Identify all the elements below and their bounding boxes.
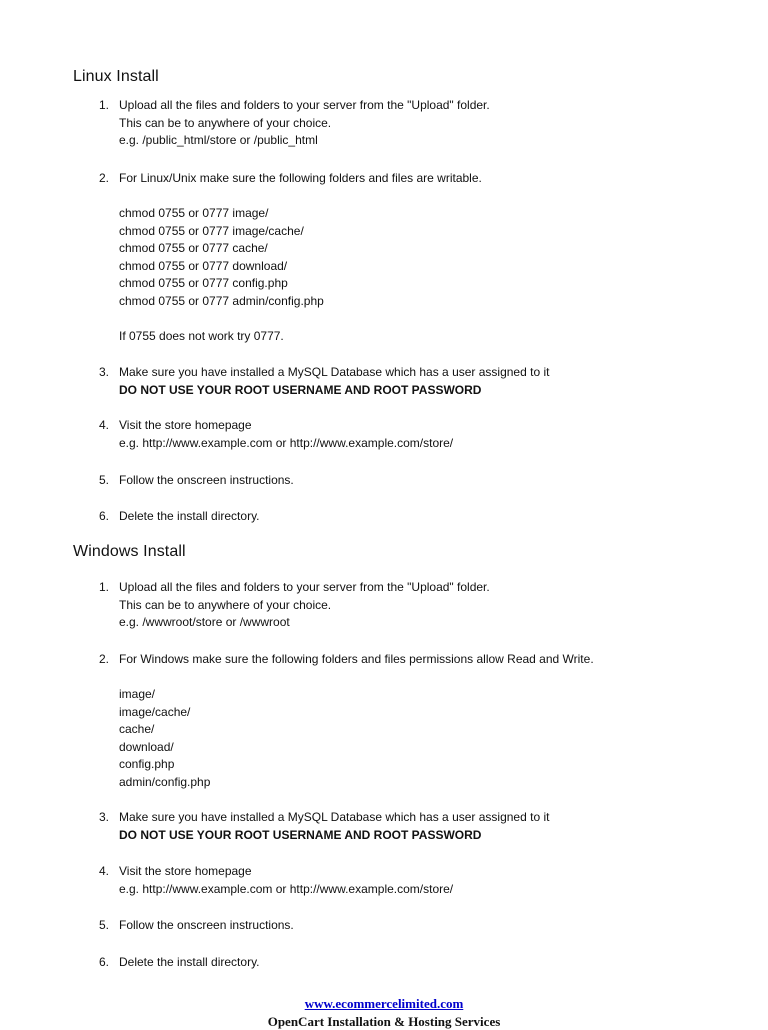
step-text: This can be to anywhere of your choice. xyxy=(119,115,332,130)
folder-path: download/ xyxy=(119,739,174,754)
step-number: 3. xyxy=(99,810,110,824)
linux-install-heading: Linux Install xyxy=(73,68,159,85)
step-number: 1. xyxy=(99,98,110,112)
step-text: Upload all the files and folders to your server from the "Upload" folder. xyxy=(119,98,490,112)
warning-text: DO NOT USE YOUR ROOT USERNAME AND ROOT PASSWORD xyxy=(119,827,482,842)
step-text: Visit the store homepage xyxy=(119,418,252,432)
footer-tagline: OpenCart Installation & Hosting Services xyxy=(267,1014,501,1029)
blank-line xyxy=(119,669,719,687)
step-text: Make sure you have installed a MySQL Database which has a user assigned to it xyxy=(119,365,550,379)
step-number: 4. xyxy=(99,864,110,878)
folder-path: admin/config.php xyxy=(119,774,211,789)
folder-path: image/ xyxy=(119,687,156,701)
footer-website-link[interactable]: www.ecommercelimited.com xyxy=(304,996,464,1011)
step-text: Visit the store homepage xyxy=(119,864,252,878)
step-text: Follow the onscreen instructions. xyxy=(119,918,294,932)
step-text: Follow the onscreen instructions. xyxy=(119,473,294,487)
warning-text: DO NOT USE YOUR ROOT USERNAME AND ROOT PASSWORD xyxy=(119,382,482,397)
step-number: 5. xyxy=(99,473,110,487)
step-text: e.g. /public_html/store or /public_html xyxy=(119,133,318,147)
step-number: 3. xyxy=(99,365,110,379)
folder-command: chmod 0755 or 0777 download/ xyxy=(119,258,288,273)
folder-path: cache/ xyxy=(119,722,155,736)
blank-line xyxy=(119,188,719,206)
step-text: For Linux/Unix make sure the following folders and files are writable. xyxy=(119,171,482,185)
folder-command: chmod 0755 or 0777 image/ xyxy=(119,206,269,220)
step-number: 6. xyxy=(99,955,110,969)
step-text: e.g. /wwwroot/store or /wwwroot xyxy=(119,615,290,629)
step-text: For Windows make sure the following folders and files permissions allow Read and Write. xyxy=(119,652,594,666)
step-text: Upload all the files and folders to your server from the "Upload" folder. xyxy=(119,580,490,594)
step-number: 2. xyxy=(99,171,110,185)
step-number: 5. xyxy=(99,918,110,932)
blank-line xyxy=(119,310,719,328)
step-text: Delete the install directory. xyxy=(119,509,260,523)
folder-path: image/cache/ xyxy=(119,704,191,719)
step-number: 1. xyxy=(99,580,110,594)
step-text: This can be to anywhere of your choice. xyxy=(119,597,332,612)
folder-command: chmod 0755 or 0777 image/cache/ xyxy=(119,223,304,238)
step-number: 6. xyxy=(99,509,110,523)
folder-command: chmod 0755 or 0777 cache/ xyxy=(119,241,268,255)
step-text: If 0755 does not work try 0777. xyxy=(119,328,284,343)
folder-command: chmod 0755 or 0777 admin/config.php xyxy=(119,293,324,308)
folder-path: config.php xyxy=(119,757,175,771)
step-number: 4. xyxy=(99,418,110,432)
step-text: e.g. http://www.example.com or http://www.example.com/store/ xyxy=(119,435,454,450)
step-text: Delete the install directory. xyxy=(119,955,260,969)
step-number: 2. xyxy=(99,652,110,666)
windows-install-heading: Windows Install xyxy=(73,543,186,560)
step-text: e.g. http://www.example.com or http://www.example.com/store/ xyxy=(119,881,454,896)
step-text: Make sure you have installed a MySQL Database which has a user assigned to it xyxy=(119,810,550,824)
folder-command: chmod 0755 or 0777 config.php xyxy=(119,276,288,290)
